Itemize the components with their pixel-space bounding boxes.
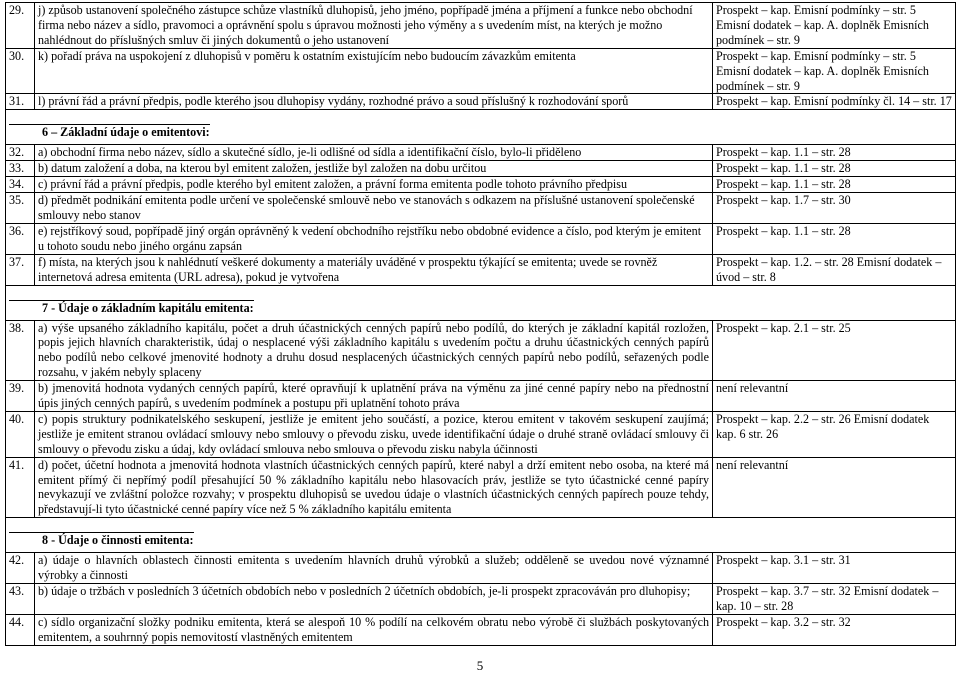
row-reference: není relevantní (713, 381, 956, 412)
row-text: d) předmět podnikání emitenta podle určení ve společenské smlouvě nebo ve stanovách s odkazem na příslušné ustanovení společenské smlouvy nebo stanov (35, 193, 713, 224)
section-heading-row (6, 285, 956, 320)
table-row (6, 320, 956, 381)
row-reference: Prospekt – kap. 1.1 – str. 28 (713, 177, 956, 193)
row-text: j) způsob ustanovení společného zástupce schůze vlastníků dluhopisů, jeho jméno, popřípadě jména a příjmení a funkce nebo obchodní firma nebo název a sídlo, pravomoci a oprávnění spolu s úpravou možnosti jeho výměny a s uvedením míst, na kterých je možno nahlédnout do příslušných smluv či jiných dokumentů o jeho ustanovení (35, 3, 713, 49)
row-number: 34. (6, 177, 35, 193)
table-row (6, 553, 956, 584)
row-reference: Prospekt – kap. 1.1 – str. 28 (713, 145, 956, 161)
row-reference: Prospekt – kap. 3.2 – str. 32 (713, 614, 956, 645)
table-row (6, 161, 956, 177)
table-row (6, 48, 956, 94)
row-text: c) sídlo organizační složky podniku emitenta, která se alespoň 10 % podílí na celkovém obratu nebo výrobě či službách poskytovaných emitentem, a souhrnný popis nemovitostí vlastněných emitentem (35, 614, 713, 645)
row-reference: Prospekt – kap. 1.7 – str. 30 (713, 193, 956, 224)
table-row (6, 223, 956, 254)
row-reference: Prospekt – kap. 1.2. – str. 28 Emisní dodatek – úvod – str. 8 (713, 254, 956, 285)
table-row (6, 193, 956, 224)
table-row (6, 411, 956, 457)
row-number: 38. (6, 320, 35, 381)
row-number: 29. (6, 3, 35, 49)
row-reference: Prospekt – kap. Emisní podmínky čl. 14 – str. 17 (713, 94, 956, 110)
row-text: e) rejstříkový soud, popřípadě jiný orgán oprávněný k vedení obchodního rejstříku nebo obdobné evidence a číslo, pod kterým je emitent u tohoto soudu nebo jiného orgánu zapsán (35, 223, 713, 254)
requirements-table (5, 2, 956, 646)
row-number: 39. (6, 381, 35, 412)
row-text: c) popis struktury podnikatelského seskupení, jestliže je emitent jeho součástí, a pozice, kterou emitent v takovém seskupení zaujímá; jestliže je emitent stranou ovládací smlouvy nebo smlouvy o převodu zisku, uvede identifikační údaje o druhé straně ovládací smlouvy či smlouvy o převodu zisku a údaj, kdy ovládací smlouva nebo smlouva o převodu zisku nabyla účinnosti (35, 411, 713, 457)
row-text: b) údaje o tržbách v posledních 3 účetních obdobích nebo v posledních 2 účetních obdobích, je-li prospekt zpracováván pro dluhopisy; (35, 584, 713, 615)
row-reference: Prospekt – kap. 1.1 – str. 28 (713, 223, 956, 254)
row-number: 40. (6, 411, 35, 457)
row-text: l) právní řád a právní předpis, podle kterého jsou dluhopisy vydány, rozhodné právo a soud příslušný k rozhodování sporů (35, 94, 713, 110)
row-number: 37. (6, 254, 35, 285)
table-row (6, 3, 956, 49)
section-heading-row (6, 110, 956, 145)
row-reference: Prospekt – kap. 1.1 – str. 28 (713, 161, 956, 177)
row-number: 30. (6, 48, 35, 94)
section-title: 7 - Údaje o základním kapitálu emitenta: (9, 300, 254, 316)
row-text: b) jmenovitá hodnota vydaných cenných papírů, které opravňují k uplatnění práva na výměnu za jiné cenné papíry nebo na přednostní úpis jiných cenných papírů, s uvedením podmínek a postupu při uplatnění tohoto práva (35, 381, 713, 412)
row-number: 43. (6, 584, 35, 615)
table-row (6, 584, 956, 615)
table-row (6, 94, 956, 110)
table-row (6, 614, 956, 645)
row-text: c) právní řád a právní předpis, podle kterého byl emitent založen, a právní forma emitenta podle tohoto právního předpisu (35, 177, 713, 193)
row-text: b) datum založení a doba, na kterou byl emitent založen, jestliže byl založen na dobu určitou (35, 161, 713, 177)
row-text: a) obchodní firma nebo název, sídlo a skutečné sídlo, je-li odlišné od sídla a identifikační číslo, bylo-li přiděleno (35, 145, 713, 161)
row-number: 44. (6, 614, 35, 645)
document-page (5, 2, 956, 646)
row-reference: není relevantní (713, 457, 956, 518)
row-number: 32. (6, 145, 35, 161)
row-reference: Prospekt – kap. 3.1 – str. 31 (713, 553, 956, 584)
row-text: f) místa, na kterých jsou k nahlédnutí veškeré dokumenty a materiály uváděné v prospektu týkající se emitenta; uvede se rovněž internetová adresa emitenta (URL adresa), pokud je vytvořena (35, 254, 713, 285)
row-text: k) pořadí práva na uspokojení z dluhopisů v poměru k ostatním existujícím nebo budoucím závazkům emitenta (35, 48, 713, 94)
section-heading-row (6, 518, 956, 553)
row-number: 42. (6, 553, 35, 584)
row-reference: Prospekt – kap. 2.2 – str. 26 Emisní dodatek kap. 6 str. 26 (713, 411, 956, 457)
table-row (6, 177, 956, 193)
row-reference: Prospekt – kap. 2.1 – str. 25 (713, 320, 956, 381)
table-row (6, 457, 956, 518)
section-title: 8 - Údaje o činnosti emitenta: (9, 532, 194, 548)
row-reference: Prospekt – kap. Emisní podmínky – str. 5 Emisní dodatek – kap. A. doplněk Emisních podmínek – str. 9 (713, 48, 956, 94)
row-number: 36. (6, 223, 35, 254)
row-number: 33. (6, 161, 35, 177)
row-text: a) údaje o hlavních oblastech činnosti emitenta s uvedením hlavních druhů výrobků a služeb; odděleně se uvedou nové významné výrobky a činnosti (35, 553, 713, 584)
row-number: 31. (6, 94, 35, 110)
section-title: 6 – Základní údaje o emitentovi: (9, 124, 210, 140)
row-reference: Prospekt – kap. Emisní podmínky – str. 5 Emisní dodatek – kap. A. doplněk Emisních podmínek – str. 9 (713, 3, 956, 49)
row-number: 35. (6, 193, 35, 224)
row-reference: Prospekt – kap. 3.7 – str. 32 Emisní dodatek – kap. 10 – str. 28 (713, 584, 956, 615)
table-row (6, 254, 956, 285)
row-number: 41. (6, 457, 35, 518)
table-row (6, 381, 956, 412)
row-text: a) výše upsaného základního kapitálu, počet a druh účastnických cenných papírů nebo podílů, do kterých je základní kapitál rozložen, popis jejich hlavních charakteristik, údaj o nesplacené výši základního kapitálu s uvedením počtu a druhu účastnických cenných papírů nebo podílů nebo celkové jmenovité hodnoty a druhu dosud nesplacených účastnických cenných papírů nebo podílů, seřazených podle rozsahu, v jakém nebyly splaceny (35, 320, 713, 381)
page-number: 5 (476, 658, 484, 673)
row-text: d) počet, účetní hodnota a jmenovitá hodnota vlastních účastnických cenných papírů, které nabyl a drží emitent nebo osoba, na které má emitent přímý či nepřímý podíl přesahující 50 % základního kapitálu nebo hlasovacích práv, jestliže se tyto účastnické cenné papíry nevykazují ve zvláštní položce rozvahy; v prospektu dluhopisů se uvedou údaje o vlastních účastnických cenných papírech pouze tehdy, představují-li tyto účastnické cenné papíry více než 5 % základního kapitálu emitenta (35, 457, 713, 518)
table-row (6, 145, 956, 161)
